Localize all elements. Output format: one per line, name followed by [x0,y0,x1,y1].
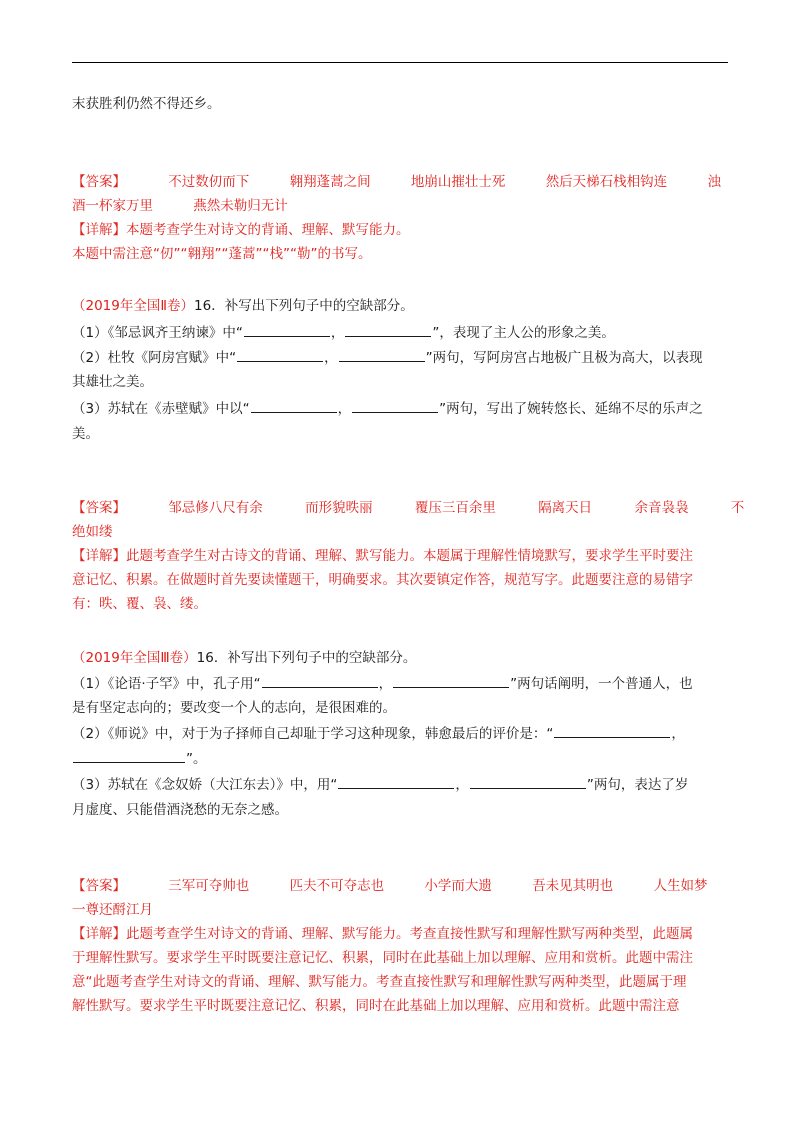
answer-line [72,876,707,896]
question-item-2-cont: 其雄壮之美。 [72,374,153,390]
detail-line: 有：昳、覆、袅、缕。 [72,596,207,612]
question-source: （2019年全国Ⅱ卷） [72,298,195,314]
question-text: （3）苏轼在《赤壁赋》中以“ [72,401,250,417]
detail-label: 【详解】 [72,548,126,564]
question-title: 补写出下列句子中的空缺部分。 [227,650,417,666]
question-item-3-cont: 月虚度、只能借酒浇愁的无奈之感。 [72,802,288,818]
question-number: 16． [196,650,228,666]
answer-item: 酒一杯家万里 [72,198,153,214]
question-item-2 [72,347,703,368]
question-text: ， [337,401,352,417]
question-item-3-cont: 美。 [72,426,99,442]
answer-line [72,498,744,518]
question-header [72,296,414,316]
answer-item: 匹夫不可夺志也 [289,878,385,894]
answer-item: 浊 [707,174,721,190]
question-source: （2019年全国Ⅲ卷） [72,650,197,666]
answer-item: 覆压三百余里 [414,500,496,516]
answer-line-2: 绝如缕 [72,524,113,540]
answer-label: 【答案】 [72,878,126,894]
detail-note: 本题中需注意“仞”“翱翔”“蓬蒿”“栈”“勒”的书写。 [72,246,372,262]
answer-item: 吾未见其明也 [532,878,614,894]
question-text: （2）《师说》中，对于为子择师自己却耻于学习这种现象，韩愈最后的评价是：“ [72,726,554,742]
blank-line [262,673,378,688]
question-text: （1）《论语·子罕》中，孔子用“ [72,676,261,692]
question-item-2 [72,723,685,744]
answer-item: 不 [730,500,745,516]
question-text: ”，表现了主人公的形象之美。 [432,325,615,341]
detail-line [72,220,410,240]
question-item-3 [72,398,703,419]
question-text: ”。 [186,751,207,767]
blank-line [73,748,185,763]
blank-line [345,322,431,337]
question-item-2-cont [72,748,207,769]
detail-line: 于理解性默写。要求学生平时既要注意记忆、积累，同时在此基础上加以理解、应用和赏析。此题中需注 [72,950,693,966]
question-text: ”两句，写阿房宫占地极广且极为高大，以表现 [425,350,703,366]
answer-item: 燕然未勒归无计 [193,198,288,214]
header-rule [72,62,728,63]
answer-item: 余音袅袅 [634,500,689,516]
answer-item: 然后天梯石栈相钩连 [545,174,668,190]
question-number: 16． [194,298,225,314]
answer-item: 小学而大遗 [424,878,492,894]
answer-item: 隔离天日 [538,500,593,516]
question-item-1 [72,322,615,343]
question-text: ， [330,325,345,341]
detail-line: 意“此题考查学生对诗文的背诵、理解、默写能力。考查直接性默写和理解性默写两种类型，此题属于理 [72,974,687,990]
blank-line [338,774,454,789]
blank-line [470,774,586,789]
question-text: ， [378,676,393,692]
question-item-3 [72,774,688,795]
answer-line [72,172,721,192]
blank-line [237,347,323,362]
question-text: ， [324,350,338,366]
blank-line [352,398,438,413]
question-title: 补写出下列句子中的空缺部分。 [224,298,414,314]
question-text: ”两句，写出了婉转悠长、延绵不尽的乐声之 [439,401,703,417]
detail-label: 【详解】 [72,926,126,942]
blank-line [393,673,509,688]
detail-text: 本题考查学生对诗文的背诵、理解、默写能力。 [126,222,410,238]
detail-text: 此题考查学生对古诗文的背诵、理解、默写能力。本题属于理解性情境默写，要求学生平时要注 [126,548,693,564]
question-text: ”两句，表达了岁 [586,777,689,793]
detail-line [72,546,693,566]
detail-line [72,924,693,944]
question-text: （1）《邹忌讽齐王纳谏》中“ [72,325,243,341]
question-item-1-cont: 是有坚定志向的；要改变一个人的志向，是很困难的。 [72,700,396,716]
answer-item: 而形貌昳丽 [305,500,373,516]
detail-text: 此题考查学生对诗文的背诵、理解、默写能力。考查直接性默写和理解性默写两种类型，此题属 [126,926,693,942]
answer-item: 三军可夺帅也 [168,878,250,894]
answer-item: 人生如梦 [653,878,708,894]
continuation-text: 末获胜利仍然不得还乡。 [72,96,221,112]
question-text: ”两句话阐明，一个普通人，也 [510,676,693,692]
blank-line [554,723,670,738]
answer-line-2: 一尊还酹江月 [72,902,153,918]
question-item-1 [72,673,693,694]
detail-line: 意记忆、积累。在做题时首先要读懂题干，明确要求。其次要镇定作答，规范写字。此题要注意的易错字 [72,572,693,588]
question-text: ， [671,726,685,742]
detail-label: 【详解】 [72,222,126,238]
answer-item: 不过数仞而下 [168,174,250,190]
question-header [72,648,416,668]
detail-line: 解性默写。要求学生平时既要注意记忆、积累，同时在此基础上加以理解、应用和赏析。此题中需注意 [72,998,680,1014]
question-text: ， [455,777,469,793]
blank-line [244,322,330,337]
answer-item: 翱翔蓬蒿之间 [289,174,371,190]
blank-line [339,347,425,362]
answer-item: 邹忌修八尺有余 [168,500,263,516]
question-text: （3）苏轼在《念奴娇（大江东去）》中，用“ [72,777,338,793]
answer-item: 地崩山摧壮士死 [410,174,506,190]
answer-label: 【答案】 [72,500,126,516]
question-text: （2）杜牧《阿房宫赋》中“ [72,350,237,366]
blank-line [251,398,337,413]
answer-label: 【答案】 [72,174,126,190]
answer-line-2 [72,196,288,216]
